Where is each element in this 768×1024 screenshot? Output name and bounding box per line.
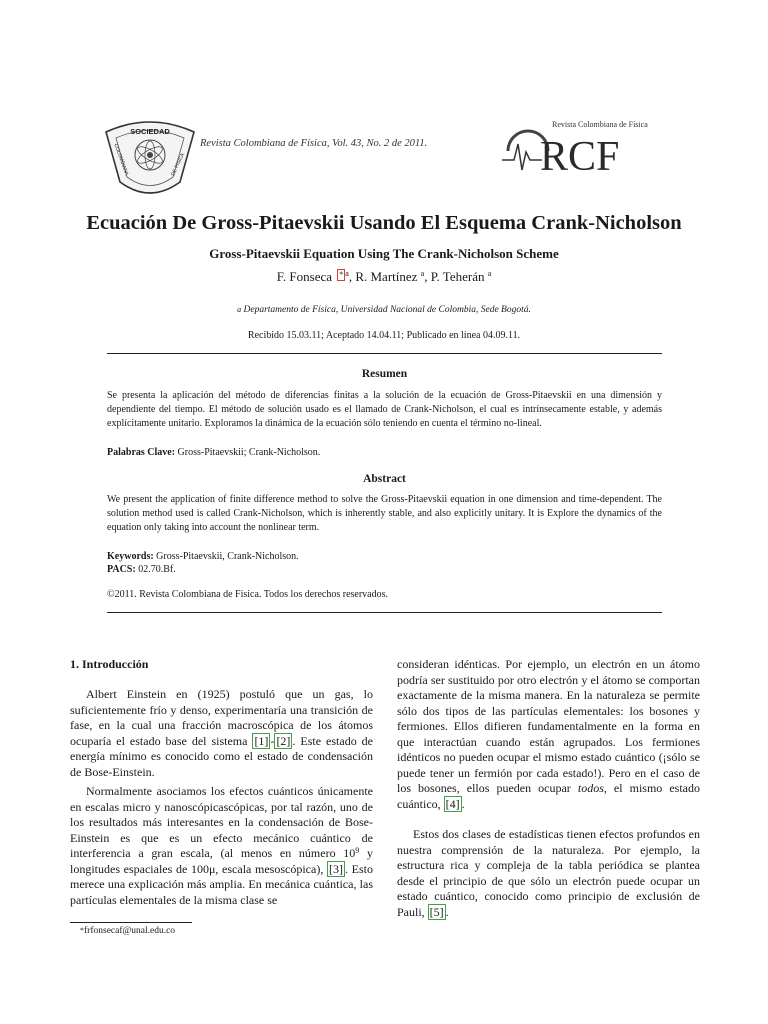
intro-paragraph-3: consideran idénticas. Por ejemplo, un electrón en un átomo podría ser sustituido por otro electrón y el átomo se comportan exactamente de la misma manera. En la naturaleza se permite sólo dos tipos de las partículas elementales: los bosones y fermiones. Ellos difieren fundamentalmente en la forma en que interactúan cuando están agrupados. Los fermiones idénticos no pueden ocupar el mismo estado cuántico (¡sólo se puede tener un fermión por cada estado!). Pero en el caso de los bosones, ellos pueden ocupar todos, el mismo estado cuántico, [4] . xyxy=(397,657,700,811)
pacs xyxy=(107,563,662,576)
resumen-text: Se presenta la aplicación del método de diferencias finitas a la solución de la ecuación de Gross-Pitaevskii en una dimensión y dependiente del tiempo. El método de solución usado es el llamado de Crank-Nicholson, el cual es intrínsecamente estable, y además explícitamente unitario. Exploramos la dinámica de la ecuación sólo teniendo en cuenta el término no-lineal. xyxy=(107,390,662,429)
citation-link-5[interactable]: [5] xyxy=(429,904,444,919)
publication-dates: Recibido 15.03.11; Aceptado 14.04.11; Publicado en línea 04.09.11. xyxy=(247,330,521,341)
affiliation-text: Departamento de Física, Universidad Nacional de Colombia, Sede Bogotá. xyxy=(243,305,531,315)
abstract-heading: Abstract xyxy=(363,473,406,485)
footnote-mark: * xyxy=(80,926,84,935)
copyright-notice: ©2011. Revista Colombiana de Física. Todos los derechos reservados. xyxy=(107,589,389,600)
author-1: F. Fonseca xyxy=(276,269,333,284)
abstract-text: We present the application of finite difference method to solve the Gross-Pitaevskii equation in one dimension and time-dependent. The solution method used is called Crank-Nicholson, which is inherently stable, and also explicitly unitary. It is Explore the dynamics of the equation only taking into account the nonlinear term. xyxy=(107,494,662,533)
section-1-heading: 1. Introducción xyxy=(70,657,149,671)
footnote xyxy=(80,926,175,936)
author-1-affiliation: a xyxy=(345,269,349,278)
intro-paragraph-1: Albert Einstein en (1925) postuló que un gas, lo suficientemente frío y denso, experimentaría una transición de fase, en la cual una fracción macroscópica de los átomos ocuparía el estado base del sistema [1] - [2] . Este estado de energía mínimo es conocido como el estado de condensación de Bose-Einstein. xyxy=(70,687,373,779)
seal-right-text: DE FISICA xyxy=(170,152,186,177)
resumen-heading: Resumen xyxy=(361,368,408,380)
intro-paragraph-4: Estos dos clases de estadísticas tienen efectos profundos en nuestra comprensión de la naturaleza. Por ejemplo, la estructura rica y compleja de la tabla periódica se plantea desde el principio de que sólo un electrón puede ocupar un estado cuántico, conocido como principio de exclusión de Pauli, [5] . xyxy=(397,827,700,919)
keywords-text: Gross-Pitaevskii, Crank-Nicholson. xyxy=(156,551,299,562)
paper-title: Ecuación De Gross-Pitaevskii Usando El Esquema Crank-Nicholson xyxy=(86,212,682,234)
palabras-clave-text: Gross-Pitaevskii; Crank-Nicholson. xyxy=(177,447,321,458)
affiliation-mark: a xyxy=(237,305,242,314)
keywords xyxy=(107,550,662,563)
intro-paragraph-2: Normalmente asociamos los efectos cuánticos únicamente en escalas micro y nanoscópicascópicas, por tal razón, uno de los resultados más interesantes en la condensación de Bose-Einstein es que es un efecto mecánico cuántico de interferencia a gran escala, (al menos en número $10^9$ y longitudes espaciales de 100μ, escala mesoscópica), [3] . Esto merece una explicación más amplia. En mecánica cuántica, las partículas elementales de la misma clase se xyxy=(70,784,374,907)
footnote-email: frfonsecaf@unal.edu.co xyxy=(84,926,176,936)
pacs-label: PACS: xyxy=(107,564,136,575)
citation-link-1[interactable]: [1] xyxy=(254,733,269,748)
rcf-logo-letters: RCF xyxy=(540,134,620,178)
author-list xyxy=(0,269,768,285)
rcf-logo-top-text: Revista Colombiana de Física xyxy=(552,120,648,129)
author-1-footnote-link[interactable]: * xyxy=(339,270,344,279)
paper-subtitle: Gross-Pitaevskii Equation Using The Crank-Nicholson Scheme xyxy=(209,246,559,261)
footnote-divider xyxy=(70,922,192,923)
rcf-journal-logo xyxy=(500,116,650,178)
author-3-affiliation: a xyxy=(487,269,492,278)
author-2-affiliation: a xyxy=(420,269,425,278)
top-divider xyxy=(107,353,662,354)
palabras-clave-label: Palabras Clave: xyxy=(107,447,176,458)
society-seal-logo xyxy=(100,110,200,205)
affiliation xyxy=(0,305,768,315)
citation-link-3[interactable]: [3] xyxy=(329,861,343,876)
seal-top-text: SOCIEDAD xyxy=(130,127,170,136)
citation-link-2[interactable]: [2] xyxy=(276,733,291,748)
citation-link-4[interactable]: [4] xyxy=(445,796,460,811)
keywords-label: Keywords: xyxy=(107,551,154,562)
palabras-clave xyxy=(107,446,662,459)
journal-citation: Revista Colombiana de Física, Vol. 43, No. 2 de 2011. xyxy=(200,138,428,149)
author-2: , R. Martínez xyxy=(348,269,418,284)
seal-side-text: COLOMBIANA xyxy=(112,142,130,177)
author-3: , P. Teherán xyxy=(424,269,485,284)
bottom-divider xyxy=(107,612,662,613)
pacs-text: 02.70.Bf. xyxy=(138,564,176,575)
